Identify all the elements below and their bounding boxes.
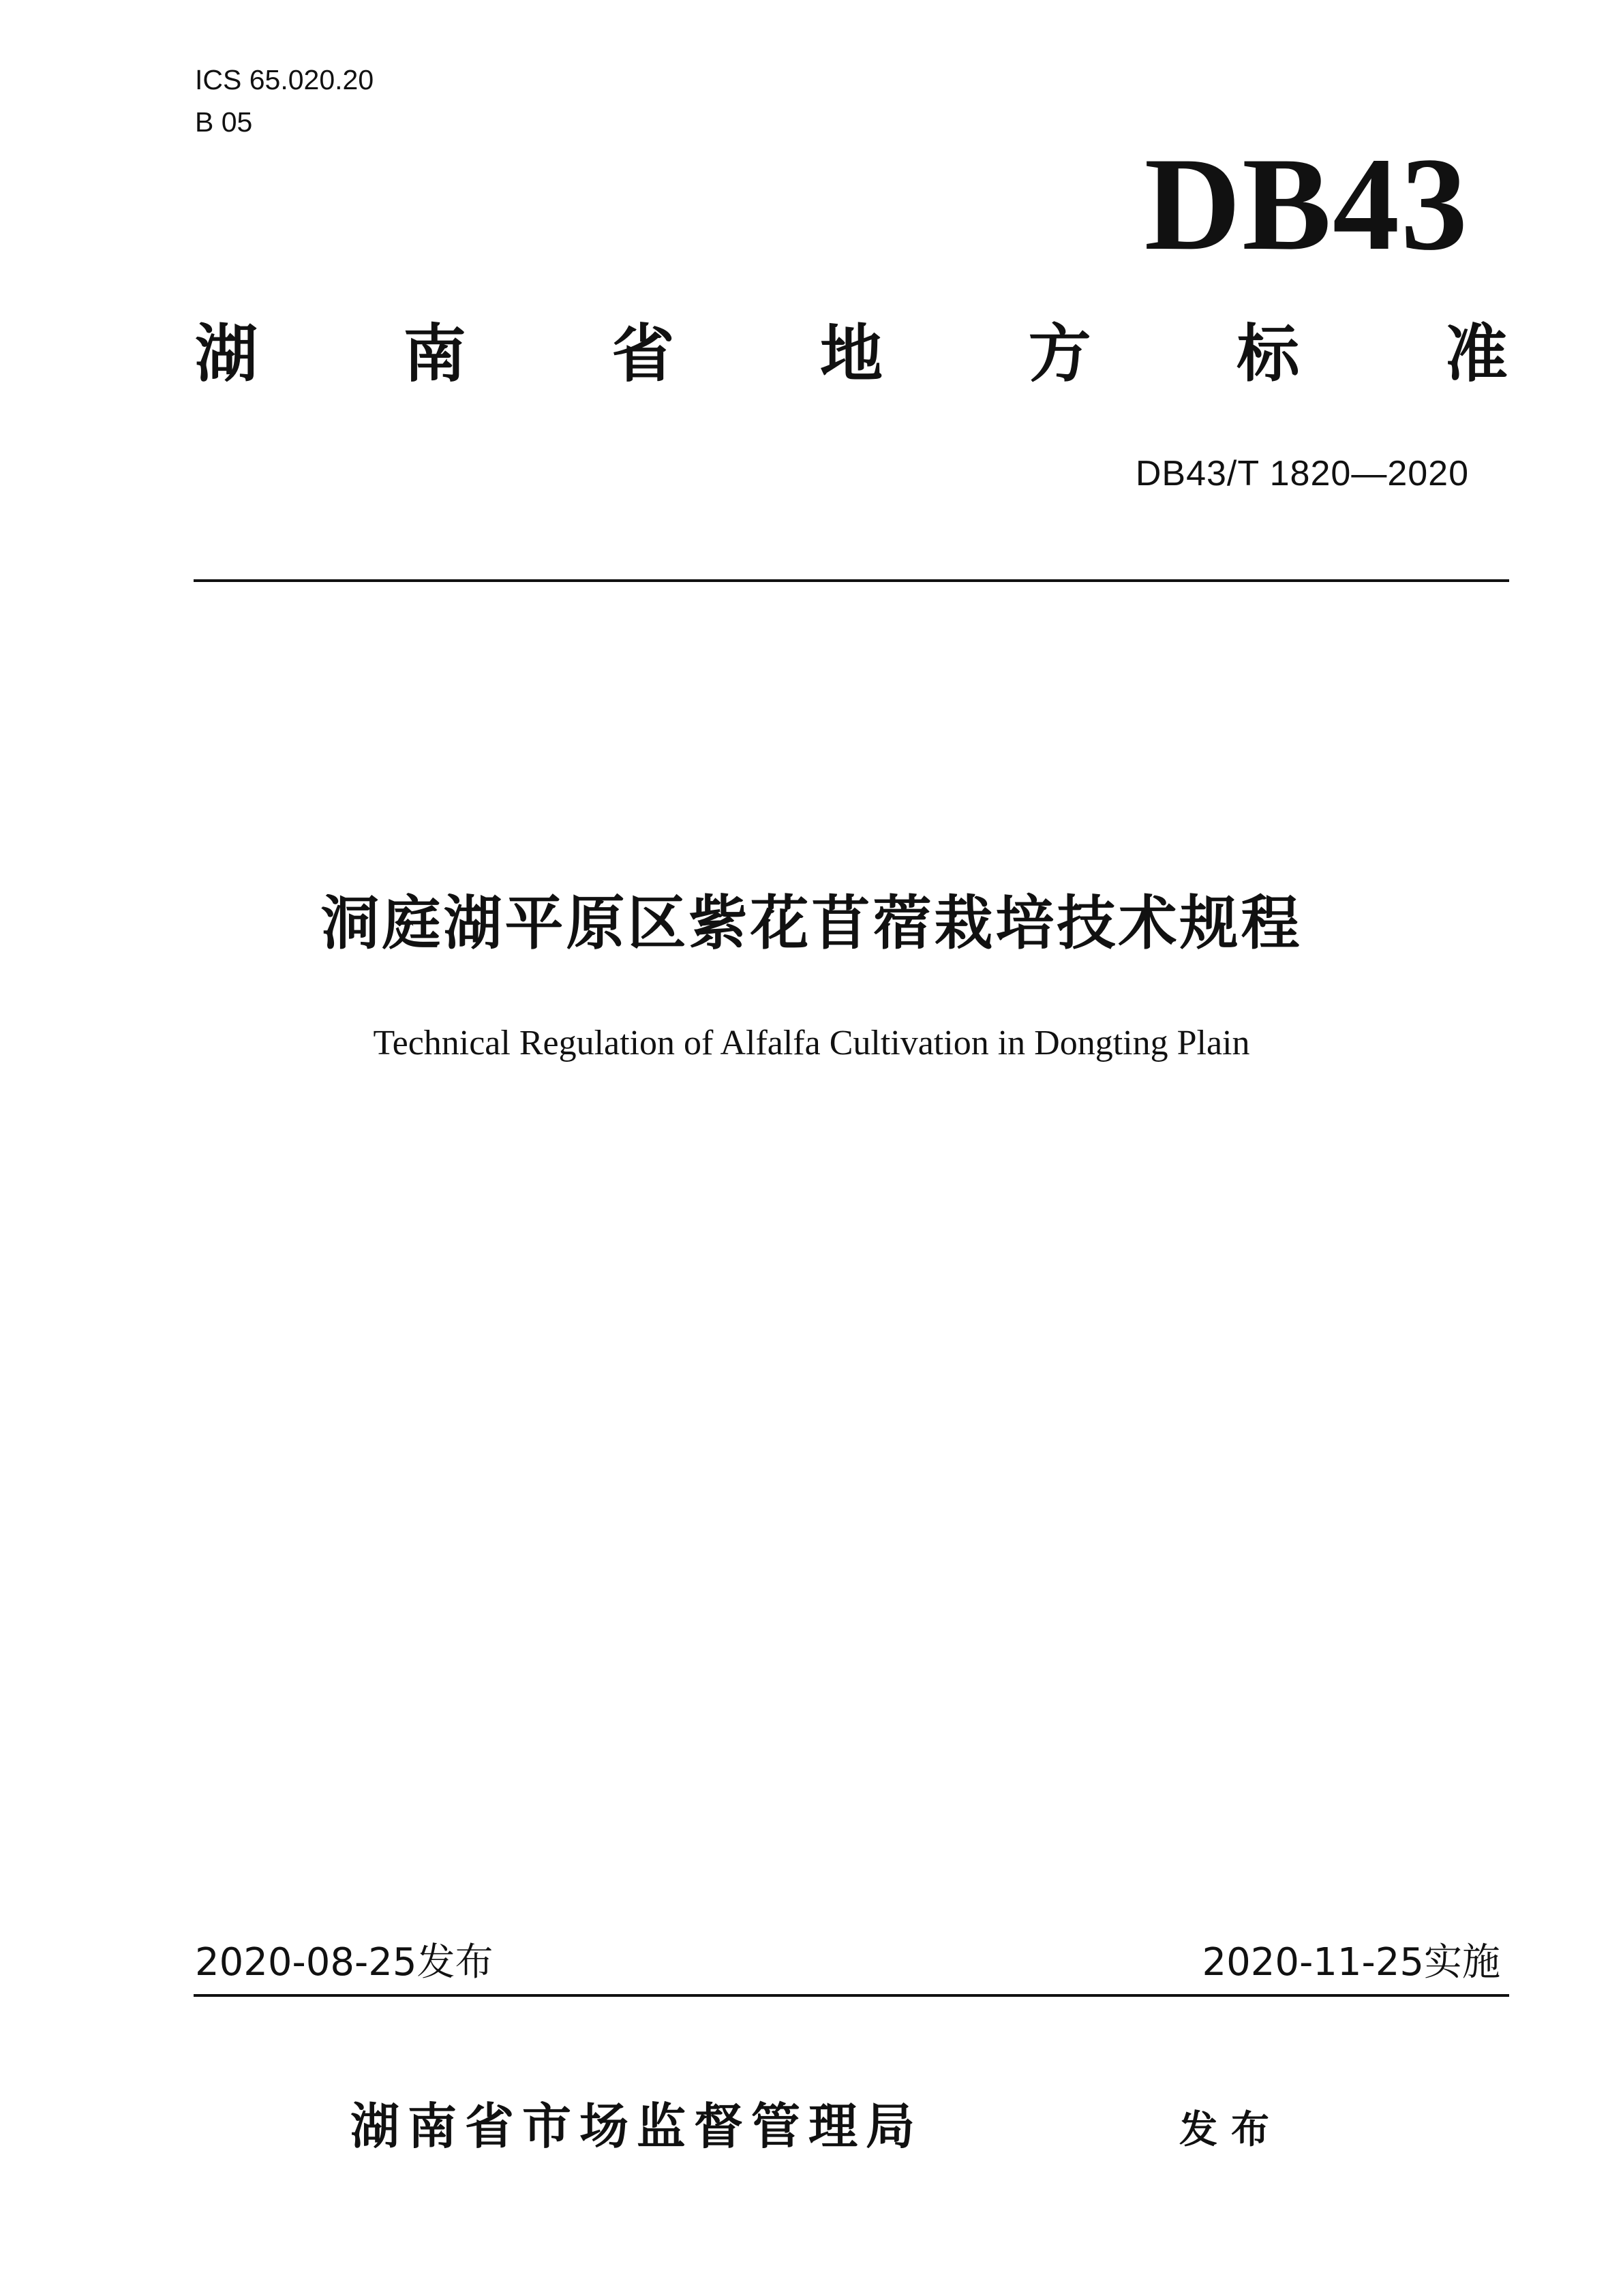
top-divider bbox=[194, 579, 1509, 582]
ccs-code: B 05 bbox=[195, 106, 253, 138]
standard-number: DB43/T 1820—2020 bbox=[1135, 454, 1469, 493]
standard-type-char: 标 bbox=[1237, 318, 1300, 391]
db-logo-text: DB43 bbox=[1144, 130, 1469, 278]
bottom-divider bbox=[194, 1994, 1509, 1997]
issue-action: 发布 bbox=[1179, 2108, 1283, 2152]
standard-type-char: 准 bbox=[1444, 318, 1508, 391]
standard-type-char: 地 bbox=[819, 318, 883, 391]
issuer-name: 湖南省市场监督管理局 bbox=[350, 2098, 924, 2155]
implement-date: 2020-11-25实施 bbox=[1202, 1940, 1500, 1985]
ics-code: ICS 65.020.20 bbox=[195, 64, 374, 95]
standard-type-char: 南 bbox=[403, 318, 466, 391]
standard-type-char: 方 bbox=[1028, 318, 1091, 391]
standard-type-char: 省 bbox=[611, 318, 675, 391]
title-chinese: 洞庭湖平原区紫花苜蓿栽培技术规程 bbox=[320, 889, 1303, 958]
publish-date: 2020-08-25发布 bbox=[195, 1940, 494, 1985]
title-english: Technical Regulation of Alfalfa Cultivation in Dongting Plain bbox=[373, 1024, 1250, 1062]
standard-type-char: 湖 bbox=[195, 318, 258, 391]
standard-type-heading bbox=[195, 307, 1508, 402]
